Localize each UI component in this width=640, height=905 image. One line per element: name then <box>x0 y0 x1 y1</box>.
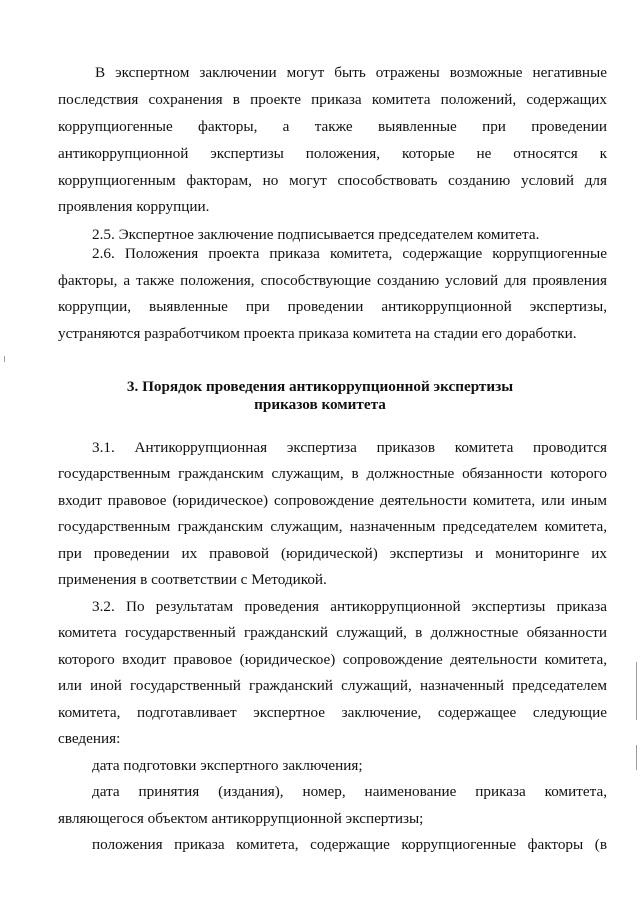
paragraph-line: коррупциогенные факторы, а также выявленные при проведении <box>58 118 607 135</box>
paragraph-line: применения в соответствии с Методикой. <box>58 571 327 588</box>
paragraph-line: при проведении их правовой (юридической) экспертизы и мониторинге их <box>58 545 607 562</box>
paragraph-line: дата подготовки экспертного заключения; <box>92 757 363 774</box>
paragraph-line: являющегося объектом антикоррупционной экспертизы; <box>58 810 424 827</box>
paragraph-line: проявления коррупции. <box>58 198 210 215</box>
paragraph-line: последствия сохранения в проекте приказа комитета положений, содержащих <box>58 91 607 108</box>
paragraph-line: дата принятия (издания), номер, наименование приказа комитета, <box>92 783 607 800</box>
paragraph-line: 2.6. Положения проекта приказа комитета, содержащие коррупциогенные <box>92 245 607 262</box>
paragraph-line: сведения: <box>58 730 121 747</box>
section-heading: приказов комитета <box>254 396 386 413</box>
paragraph-line: государственным гражданским служащим, в должностные обязанности которого <box>58 465 607 482</box>
paragraph-line: государственным гражданским служащим, назначенным председателем комитета, <box>58 518 607 535</box>
paragraph-line: коррупциогенным факторам, но могут способствовать созданию условий для <box>58 172 607 189</box>
paragraph-line: факторы, а также положения, способствующие созданию условий для проявления <box>58 272 607 289</box>
paragraph-line: коррупции, выявленные при проведении антикоррупционной экспертизы, <box>58 298 607 315</box>
paragraph-line: комитета государственный гражданский служащий, в должностные обязанности <box>58 624 607 641</box>
section-heading: 3. Порядок проведения антикоррупционной экспертизы <box>126 378 514 395</box>
scan-edge-mark <box>636 662 637 720</box>
paragraph-line: устраняются разработчиком проекта приказа комитета на стадии его доработки. <box>58 325 577 342</box>
paragraph-line: 3.1. Антикоррупционная экспертиза приказов комитета проводится <box>92 439 607 456</box>
paragraph-line: положения приказа комитета, содержащие коррупциогенные факторы (в <box>92 836 607 853</box>
paragraph-line: антикоррупционной экспертизы положения, которые не относятся к <box>58 145 607 162</box>
paragraph-line: или иной государственный гражданский служащий, назначенный председателем <box>58 677 607 694</box>
paragraph-line: входит правовое (юридическое) сопровождение деятельности комитета, или иным <box>58 492 607 509</box>
paragraph-line: комитета, подготавливает экспертное заключение, содержащее следующие <box>58 704 607 721</box>
paragraph-line: В экспертном заключении могут быть отражены возможные негативные <box>95 64 607 81</box>
paragraph-line: 2.5. Экспертное заключение подписывается председателем комитета. <box>92 226 540 243</box>
paragraph-line: которого входит правовое (юридическое) сопровождение деятельности комитета, <box>58 651 607 668</box>
scan-edge-mark <box>4 356 5 362</box>
scan-edge-mark <box>636 745 637 770</box>
paragraph-line: 3.2. По результатам проведения антикоррупционной экспертизы приказа <box>92 598 607 615</box>
